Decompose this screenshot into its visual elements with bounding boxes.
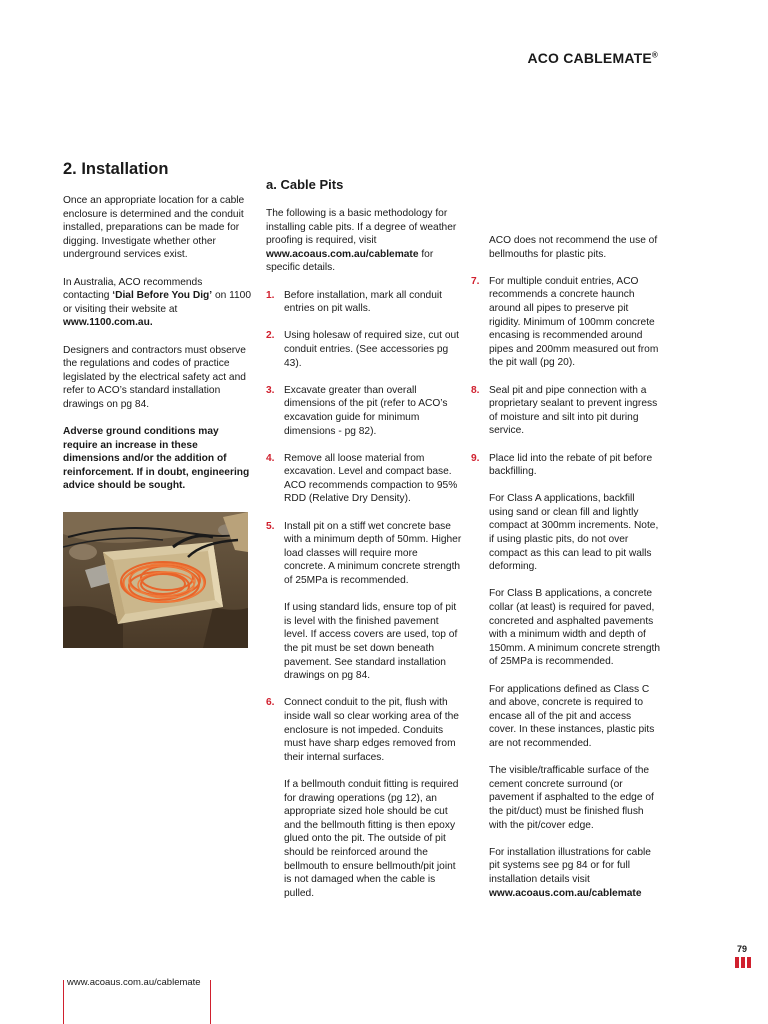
text-run: In Australia, ACO recommends contacting — [63, 276, 203, 302]
class-c-note: For applications defined as Class C and above, concrete is required to encase all of the pit and access cover. In these instances, plastic pits are not recommended. — [489, 683, 655, 749]
methodology-intro — [266, 207, 462, 275]
step-text: For multiple conduit entries, ACO recommends a concrete haunch around all pipes to preserve pit rigidity. Minimum of 100mm concrete encasing is recommended around pipes and 200mm measured out from the pit wall (pg 20). — [489, 275, 659, 369]
step-6 — [266, 696, 462, 764]
text-run: for specific details. — [266, 248, 434, 274]
step-text: Remove all loose material from excavation. Level and compact base. ACO recommends compaction to 95% RDD (Relative Dry Density). — [284, 452, 458, 505]
step-number: 8. — [471, 384, 480, 396]
page-number: 79 — [737, 944, 748, 954]
brand-title — [527, 50, 658, 66]
registered-mark: ® — [651, 50, 658, 60]
step-text: Before installation, mark all conduit entries on pit walls. — [284, 289, 442, 315]
step-9 — [471, 452, 661, 479]
step-5-note: If using standard lids, ensure top of pit is level with the finished pavement level. If access covers are used, top of the pit must be set down beneath pavement. See standard installation drawings on pg 84. — [284, 602, 458, 682]
cablemate-link[interactable]: www.acoaus.com.au/cablemate — [489, 887, 642, 899]
step-number: 5. — [266, 520, 275, 532]
column-right — [471, 234, 661, 914]
dial-before-you-dig: ‘Dial Before You Dig’ — [112, 290, 213, 302]
footer-divider — [210, 980, 211, 1024]
step-6-continued: ACO does not recommend the use of bellmouths for plastic pits. — [489, 235, 658, 260]
step-4 — [266, 452, 462, 506]
class-a-note: For Class A applications, backfill using sand or clean fill and lightly compact at 300mm increments. Note, if using plastic pits, do not over compact as this can lead to pit walls deforming. — [489, 493, 659, 573]
step-number: 3. — [266, 384, 275, 396]
step-3 — [266, 384, 462, 438]
step-2 — [266, 329, 462, 370]
warning-paragraph: Adverse ground conditions may require an increase in these dimensions and/or the addition of reinforcement. If in doubt, engineering advice should be sought. — [63, 426, 250, 492]
step-6-note: If a bellmouth conduit fitting is required for drawing operations (pg 12), an appropriate sized hole should be cut and the bellmouth fitting is then epoxy glued onto the pit. The outside of pit should be reinforced around the bellmouth to ensure bellmouth/pit joint is not damaged when the cable is pulled. — [284, 778, 459, 899]
column-left — [63, 194, 251, 507]
step-number: 9. — [471, 452, 480, 464]
text-run: on 1100 or visiting their website at — [63, 290, 252, 315]
dbyd-link[interactable]: www.1100.com.au. — [63, 317, 153, 329]
cable-pit-photo — [63, 512, 248, 648]
installation-illustrations-note — [471, 846, 661, 900]
surface-finish-note: The visible/trafficable surface of the cement concrete surround (or pavement if asphalted to the edge of the pit/duct) must be finished flush with the pit/cover edge. — [489, 765, 654, 831]
regulations-paragraph: Designers and contractors must observe the regulations and codes of practice legislated by the electrical safety act and refer to ACO’s standard installation drawings on pg 84. — [63, 344, 246, 410]
cablemate-link[interactable]: www.acoaus.com.au/cablemate — [266, 248, 419, 260]
step-text: Using holesaw of required size, cut out conduit entries. (See accessories pg 43). — [284, 330, 459, 369]
step-7 — [471, 275, 661, 370]
text-run: For installation illustrations for cable pit systems see pg 84 or for full installation details visit — [489, 846, 651, 885]
brand-name: ACO CABLEMATE — [527, 50, 652, 66]
footer-url-link[interactable]: www.acoaus.com.au/cablemate — [67, 977, 201, 988]
step-number: 6. — [266, 697, 275, 709]
step-number: 7. — [471, 275, 480, 287]
step-text: Install pit on a stiff wet concrete base with a minimum depth of 50mm. Higher load classes will require more concrete. A minimum concrete strength of 25MPa is recommended. — [284, 520, 462, 587]
subsection-title: a. Cable Pits — [266, 177, 344, 192]
intro-paragraph: Once an appropriate location for a cable enclosure is determined and the conduit installed, preparations can be made for digging. Investigate whether other underground services exist. — [63, 195, 245, 261]
step-text: Seal pit and pipe connection with a proprietary sealant to prevent ingress of moisture and silt into pit during service. — [489, 384, 658, 437]
step-number: 4. — [266, 452, 275, 464]
step-1 — [266, 289, 462, 316]
footer-divider — [63, 980, 64, 1024]
dial-before-you-dig-paragraph — [63, 276, 251, 330]
step-text: Place lid into the rebate of pit before backfilling. — [489, 452, 653, 478]
class-b-note: For Class B applications, a concrete collar (at least) is required for paved, concreted and asphalted pavements with a minimum width and depth of 150mm. A minimum concrete strength of 25MPa is recommended. — [489, 588, 660, 668]
section-title: 2. Installation — [63, 160, 169, 178]
column-middle — [266, 207, 462, 914]
step-text: Excavate greater than overall dimensions of the pit (refer to ACO’s excavation guide for minimum dimensions - pg 82). — [284, 384, 448, 437]
step-number: 2. — [266, 330, 275, 342]
step-text: Connect conduit to the pit, flush with inside wall so clear working area of the enclosure is not impeded. Conduits must have sharp edges removed from their internal surfaces. — [284, 697, 459, 763]
page-marker-icon — [735, 957, 751, 968]
text-run: The following is a basic methodology for installing cable pits. If a degree of weather proofing is required, visit — [266, 208, 457, 247]
step-number: 1. — [266, 289, 275, 301]
step-5 — [266, 520, 462, 588]
cable-pit-photo-image — [63, 512, 248, 648]
step-8 — [471, 384, 661, 438]
